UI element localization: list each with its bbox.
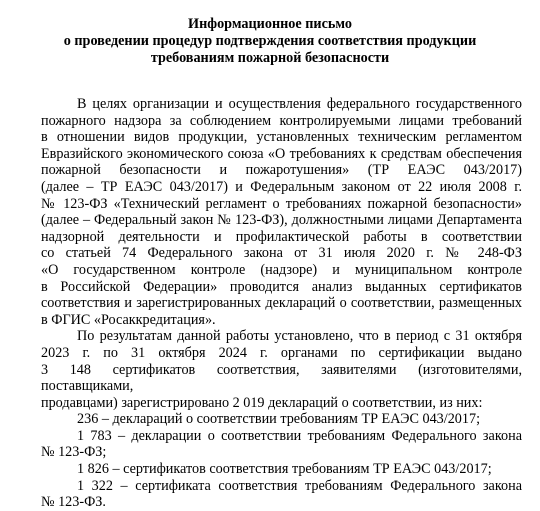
text-line: в Российской Федерации» проводится анализ выданных сертификатов xyxy=(41,278,522,295)
title-line: требованиям пожарной безопасности xyxy=(150,50,390,66)
text-line: соответствия и зарегистрированных деклараций о соответствии, размещенных xyxy=(41,295,522,312)
text-line: надзорной деятельности и профилактической работы в соответствии xyxy=(41,228,522,245)
list-item xyxy=(41,411,522,428)
title-line: Информационное письмо xyxy=(188,16,352,32)
text-line: в ФГИС «Росаккредитация». xyxy=(41,311,216,328)
letter-title xyxy=(0,16,540,67)
letter-body xyxy=(41,96,522,511)
list-item xyxy=(41,428,522,461)
text-line: 1 783 – декларации о соответствии требованиям Федерального закона xyxy=(77,427,522,444)
text-line: № 123-ФЗ; xyxy=(41,444,107,461)
text-line: В целях организации и осуществления федерального государственного xyxy=(77,96,522,112)
text-line: в отношении видов продукции, установленных техническим регламентом xyxy=(41,129,522,146)
text-line: (далее – ТР ЕАЭС 043/2017) и Федеральным законом от 22 июля 2008 г. xyxy=(41,178,522,195)
text-line: 3 148 сертификатов соответствия, заявителями (изготовителями, поставщиками, xyxy=(41,361,522,395)
text-line: пожарной безопасности и пожаротушения» (ТР ЕАЭС 043/2017) xyxy=(41,162,522,179)
text-line: 1 826 – сертификатов соответствия требованиям ТР ЕАЭС 043/2017; xyxy=(77,461,492,478)
text-line: 1 322 – сертификата соответствия требованиям Федерального закона xyxy=(77,477,522,494)
text-line: № 123-ФЗ «Технический регламент о требованиях пожарной безопасности» xyxy=(41,195,522,212)
text-line: «О государственном контроле (надзоре) и муниципальном контроле xyxy=(41,261,522,278)
text-line: со статьей 74 Федерального закона от 31 июля 2020 г. № 248-ФЗ xyxy=(41,245,522,262)
text-line: пожарного надзора за соблюдением контролируемыми лицами требований xyxy=(41,112,522,129)
text-line: По результатам данной работы установлено, что в период с 31 октября xyxy=(77,328,522,345)
list-item xyxy=(41,478,522,511)
text-line: продавцами) зарегистрировано 2 019 деклараций о соответствии, из них: xyxy=(41,394,483,411)
text-line: 236 – деклараций о соответствии требованиям ТР ЕАЭС 043/2017; xyxy=(77,411,481,428)
paragraph-intro xyxy=(41,96,522,328)
text-line: № 123-ФЗ. xyxy=(41,494,106,511)
text-line: (далее – Федеральный закон № 123-ФЗ), должностными лицами Департамента xyxy=(41,212,522,229)
title-line: о проведении процедур подтверждения соответствия продукции xyxy=(63,33,477,49)
paragraph-results xyxy=(41,328,522,411)
text-line: Евразийского экономического союза «О требованиях к средствам обеспечения xyxy=(41,145,522,162)
list-item xyxy=(41,461,522,478)
text-line: 2023 г. по 31 октября 2024 г. органами по сертификации выдано xyxy=(41,344,522,361)
